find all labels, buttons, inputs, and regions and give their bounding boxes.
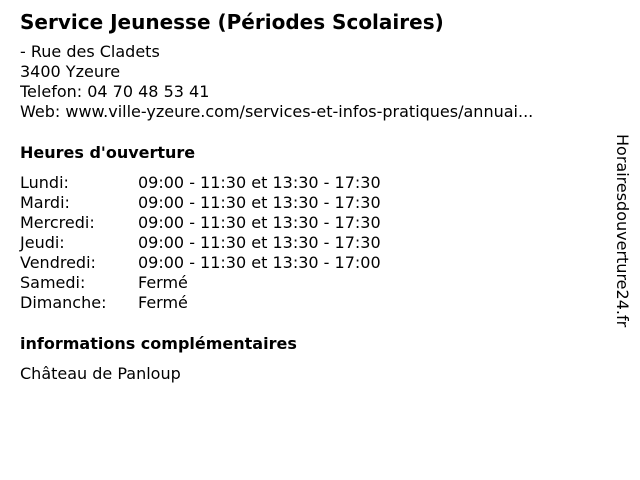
hours-row-tuesday	[20, 193, 600, 213]
day-label: Dimanche:	[20, 293, 107, 312]
hours-value: 09:00 - 11:30 et 13:30 - 17:30	[138, 193, 381, 212]
info-text: Château de Panloup	[20, 364, 181, 383]
page-title: Service Jeunesse (Périodes Scolaires)	[20, 10, 444, 34]
website-link[interactable]: Web: www.ville-yzeure.com/services-et-infos-pratiques/annuai...	[20, 102, 534, 121]
day-label: Jeudi:	[20, 233, 65, 252]
day-label: Samedi:	[20, 273, 86, 292]
hours-value: Fermé	[138, 293, 188, 312]
listing-content	[20, 10, 600, 384]
hours-row-monday	[20, 173, 600, 193]
side-watermark: Horairesdouverture24.fr	[613, 134, 632, 328]
hours-row-thursday	[20, 233, 600, 253]
hours-heading: Heures d'ouverture	[20, 143, 196, 162]
phone-number: Telefon: 04 70 48 53 41	[20, 82, 210, 101]
hours-table	[20, 173, 600, 313]
address-street: - Rue des Cladets	[20, 42, 160, 61]
hours-value: 09:00 - 11:30 et 13:30 - 17:30	[138, 233, 381, 252]
hours-row-saturday	[20, 273, 600, 293]
hours-value: 09:00 - 11:30 et 13:30 - 17:30	[138, 213, 381, 232]
hours-value: 09:00 - 11:30 et 13:30 - 17:00	[138, 253, 381, 272]
day-label: Vendredi:	[20, 253, 96, 272]
day-label: Lundi:	[20, 173, 69, 192]
hours-row-sunday	[20, 293, 600, 313]
day-label: Mardi:	[20, 193, 70, 212]
address-city: 3400 Yzeure	[20, 62, 121, 81]
hours-row-wednesday	[20, 213, 600, 233]
hours-value: Fermé	[138, 273, 188, 292]
day-label: Mercredi:	[20, 213, 95, 232]
hours-row-friday	[20, 253, 600, 273]
info-heading: informations complémentaires	[20, 334, 297, 353]
hours-value: 09:00 - 11:30 et 13:30 - 17:30	[138, 173, 381, 192]
